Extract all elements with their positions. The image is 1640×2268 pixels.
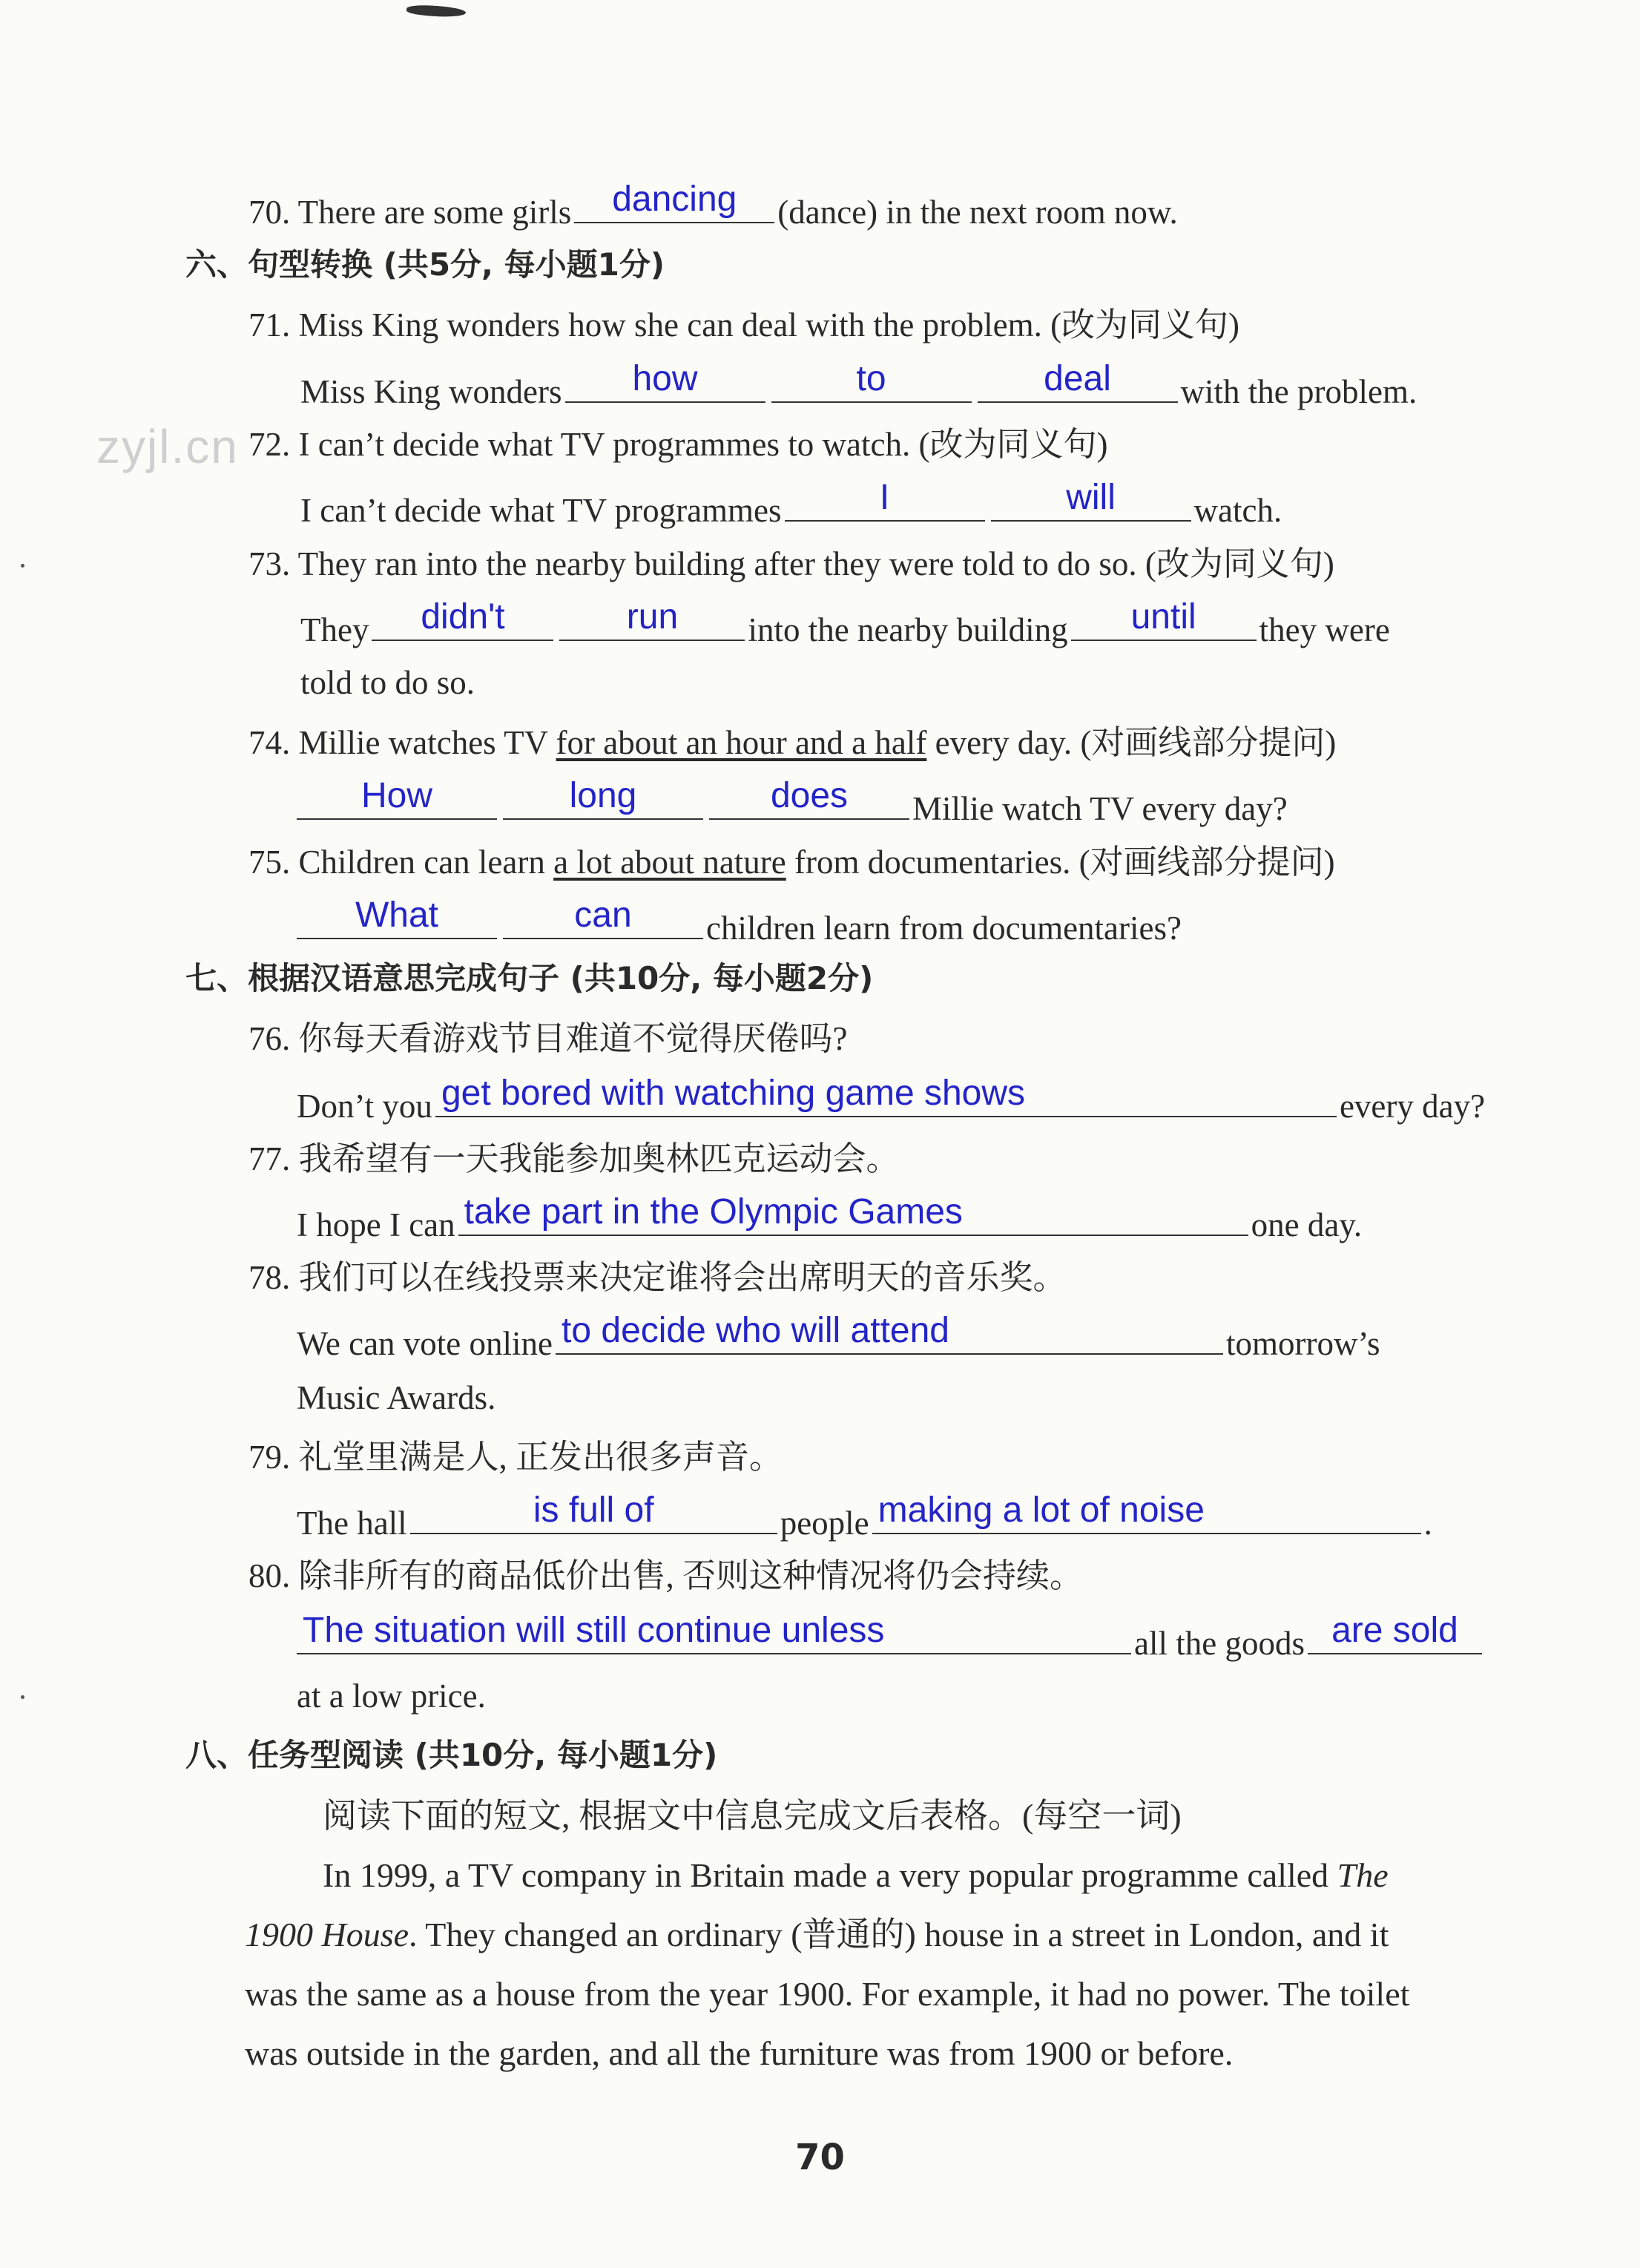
scan-dot bbox=[21, 564, 24, 568]
watermark: zyjl.cn bbox=[96, 420, 239, 473]
answer-blank: will bbox=[991, 487, 1191, 522]
question-80-line3: at a low price. bbox=[297, 1677, 486, 1715]
question-71-answer: Miss King wonders how to deal with the problem. bbox=[300, 359, 1417, 410]
answer-blank: to bbox=[771, 369, 972, 403]
answer-blank: didn't bbox=[372, 607, 553, 641]
reading-instruction: 阅读下面的短文, 根据文中信息完成文后表格。(每空一词) bbox=[323, 1797, 1182, 1835]
answer-blank: are sold bbox=[1308, 1620, 1482, 1654]
answer-blank: how bbox=[565, 369, 765, 403]
question-75-stem: 75. Children can learn a lot about nature from documentaries. (对画线部分提问) bbox=[248, 844, 1335, 881]
question-78-answer: We can vote online to decide who will attend tomorrow’s bbox=[297, 1311, 1380, 1362]
answer-blank: deal bbox=[978, 369, 1178, 403]
scan-dot bbox=[21, 1695, 24, 1699]
answer-blank: to decide who will attend bbox=[556, 1321, 1223, 1355]
page-number: 70 bbox=[795, 2137, 845, 2178]
question-77-answer: I hope I can take part in the Olympic Games one day. bbox=[297, 1192, 1363, 1243]
answer-blank: is full of bbox=[410, 1500, 777, 1534]
question-79-chinese: 79. 礼堂里满是人, 正发出很多声音。 bbox=[248, 1439, 783, 1476]
question-73-stem: 73. They ran into the nearby building after they were told to do so. (改为同义句) bbox=[248, 545, 1334, 582]
answer-blank: get bored with watching game shows bbox=[435, 1083, 1337, 1117]
question-76-answer: Don’t you get bored with watching game shows every day? bbox=[297, 1074, 1486, 1125]
section-6-heading: 六、句型转换 (共5分, 每小题1分) bbox=[185, 246, 665, 283]
question-72-answer: I can’t decide what TV programmes I will watch. bbox=[300, 478, 1282, 529]
question-77-chinese: 77. 我希望有一天我能参加奥林匹克运动会。 bbox=[248, 1140, 900, 1177]
answer-blank: take part in the Olympic Games bbox=[458, 1202, 1248, 1236]
scan-mark bbox=[406, 4, 467, 19]
question-75-answer: What can children learn from documentaries? bbox=[297, 905, 1182, 945]
answer-blank: What bbox=[297, 905, 497, 939]
answer-blank: dancing bbox=[574, 189, 774, 223]
question-71-stem: 71. Miss King wonders how she can deal with the problem. (改为同义句) bbox=[248, 306, 1240, 344]
question-74-answer: How long does Millie watch TV every day? bbox=[297, 786, 1288, 826]
question-76-chinese: 76. 你每天看游戏节目难道不觉得厌倦吗? bbox=[248, 1020, 848, 1057]
reading-line-4: was outside in the garden, and all the furniture was from 1900 or before. bbox=[245, 2034, 1234, 2072]
answer-blank: does bbox=[709, 786, 909, 820]
question-79-answer: The hall is full of people making a lot of noise . bbox=[297, 1490, 1432, 1542]
question-78-line3: Music Awards. bbox=[297, 1379, 496, 1416]
reading-line-2: 1900 House. They changed an ordinary (普通的) house in a street in London, and it bbox=[245, 1916, 1389, 1953]
question-78-chinese: 78. 我们可以在线投票来决定谁将会出席明天的音乐奖。 bbox=[248, 1259, 1067, 1296]
question-80-answer: The situation will still continue unless all the goods are sold bbox=[297, 1620, 1485, 1660]
answer-blank: I bbox=[785, 487, 985, 522]
section-8-heading: 八、任务型阅读 (共10分, 每小题1分) bbox=[185, 1737, 718, 1773]
answer-blank: making a lot of noise bbox=[872, 1500, 1421, 1534]
reading-line-3: was the same as a house from the year 1900. For example, it had no power. The toilet bbox=[245, 1975, 1410, 2013]
answer-blank: long bbox=[503, 786, 703, 820]
question-73-answer: They didn't run into the nearby building until they were bbox=[300, 597, 1390, 648]
section-7-heading: 七、根据汉语意思完成句子 (共10分, 每小题2分) bbox=[185, 960, 874, 996]
answer-blank: can bbox=[503, 905, 703, 939]
question-73-line3: told to do so. bbox=[300, 664, 475, 701]
question-70: 70. There are some girls dancing (dance) in the next room now. bbox=[248, 180, 1178, 231]
question-80-chinese: 80. 除非所有的商品低价出售, 否则这种情况将仍会持续。 bbox=[248, 1557, 1084, 1594]
answer-blank: The situation will still continue unless bbox=[297, 1620, 1131, 1654]
answer-blank: run bbox=[559, 607, 745, 641]
answer-blank: until bbox=[1071, 607, 1257, 641]
reading-line-1: In 1999, a TV company in Britain made a very popular programme called The bbox=[323, 1856, 1389, 1894]
question-74-stem: 74. Millie watches TV for about an hour and a half every day. (对画线部分提问) bbox=[248, 724, 1337, 761]
answer-blank: How bbox=[297, 786, 497, 820]
question-72-stem: 72. I can’t decide what TV programmes to watch. (改为同义句) bbox=[248, 426, 1108, 463]
